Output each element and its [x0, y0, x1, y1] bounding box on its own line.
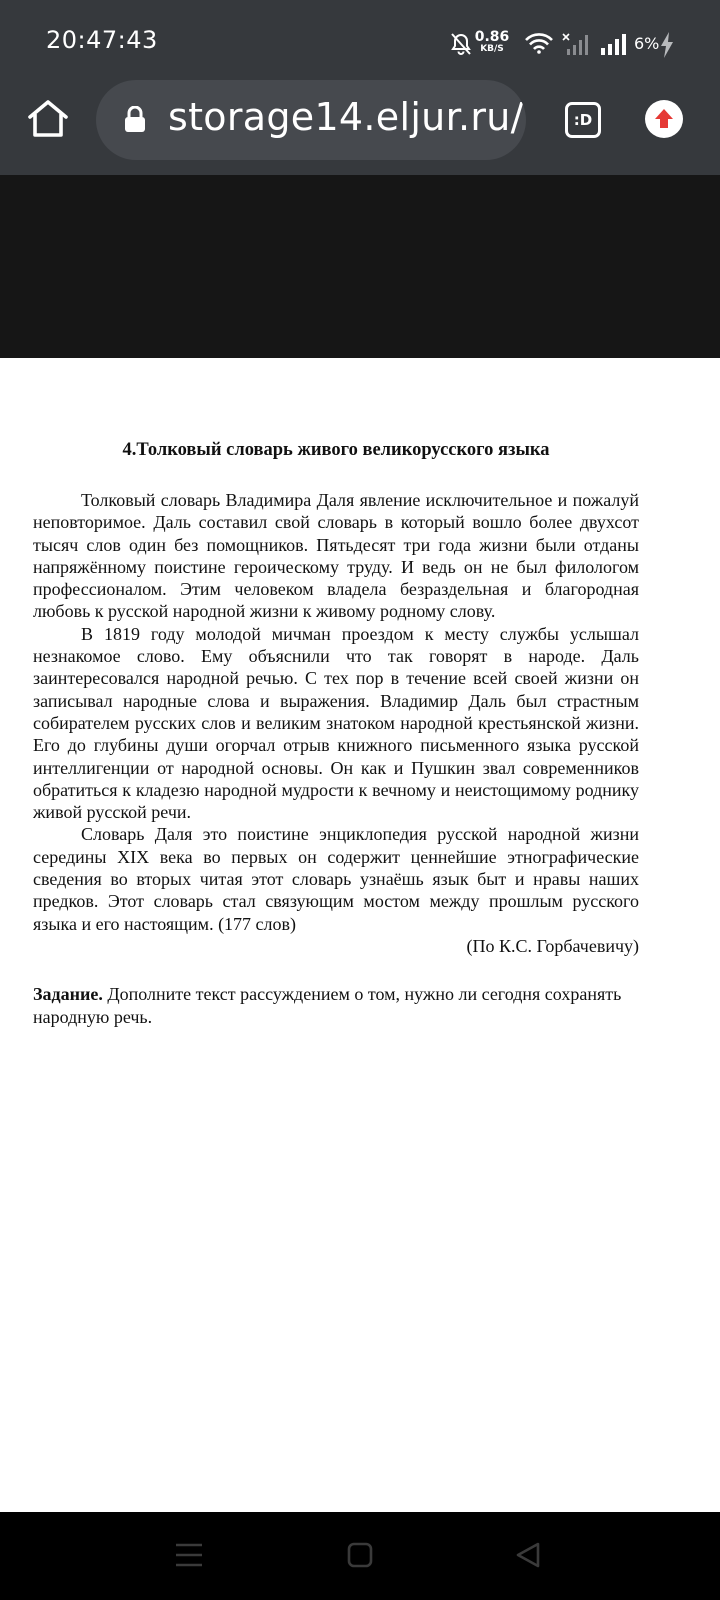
network-speed-value: 0.86 [474, 29, 510, 45]
network-speed [472, 30, 512, 54]
home-icon[interactable] [26, 97, 70, 141]
paragraph-2: В 1819 году молодой мичман проездом к месту службы услышал незнакомое слово. Ему объяснили что так говорят в народе. Даль заинтересовался народной речью. С тех пор в течение всей своей жизни он записывал народные слова и выражения. Владимир Даль был страстным собирателем русских слов и великим знатоком народной крестьянской жизни. Его до глубины души огорчал отрыв книжного письменного языка русской интеллигенции от народной основы. Он как и Пушкин звал современников обратиться к кладезю народной мудрости к вечному и неистощимому роднику живой русской речи. [33, 623, 639, 823]
update-icon[interactable] [645, 100, 683, 138]
tab-switcher-icon[interactable] [565, 102, 601, 138]
charging-icon [660, 32, 674, 58]
lock-icon [124, 106, 146, 132]
status-bar [0, 0, 720, 80]
author-attribution: (По К.С. Горбачевичу) [466, 935, 639, 956]
status-time: 20:47:43 [46, 26, 158, 54]
recents-menu-icon[interactable] [174, 1541, 204, 1569]
navigation-bar [0, 1512, 720, 1600]
task-text: Дополните текст рассуждением о том, нужно ли сегодня сохранять народную речь. [33, 984, 622, 1028]
signal-no-service-icon [562, 32, 588, 56]
back-triangle-icon[interactable] [514, 1541, 542, 1569]
address-bar[interactable] [96, 80, 526, 160]
home-square-icon[interactable] [346, 1541, 374, 1569]
mute-bell-icon [450, 32, 472, 56]
task-block [33, 983, 639, 1029]
browser-toolbar [0, 80, 720, 175]
update-arrow-icon [645, 100, 683, 138]
image-top-margin [0, 175, 720, 358]
battery-level: 6% [634, 34, 660, 53]
task-label: Задание. [33, 984, 103, 1005]
network-speed-unit: KB/S [480, 44, 504, 54]
document-page [33, 440, 639, 1029]
paragraph-3: Словарь Даля это поистине энциклопедия русской народной жизни середины XIX века во первых он содержит ценнейшие этнографические сведения во вторых читая этот словарь узнаёшь язык быт и нравы наших предков. Этот словарь стал связующим мостом между прошлым русского языка и его настоящим. (177 слов) [33, 824, 639, 934]
signal-icon [600, 32, 628, 56]
tab-switcher-label: :D [573, 111, 593, 129]
document-title: 4.Толковый словарь живого великорусского языка [122, 440, 550, 460]
paragraph-1: Толковый словарь Владимира Даля явление исключительное и пожалуй неповторимое. Даль составил свой словарь в который вошло более двухсот тысяч слов один без помощников. Пятьдесят три года жизни были отданы напряжённому поистине героическому труду. И ведь он не был филологом профессионалом. Этим человеком владела безраздельная и благородная любовь к русской народной жизни к живому родному слову. [33, 490, 639, 622]
url-text[interactable]: storage14.eljur.ru/ [168, 95, 524, 139]
wifi-icon [524, 32, 554, 54]
